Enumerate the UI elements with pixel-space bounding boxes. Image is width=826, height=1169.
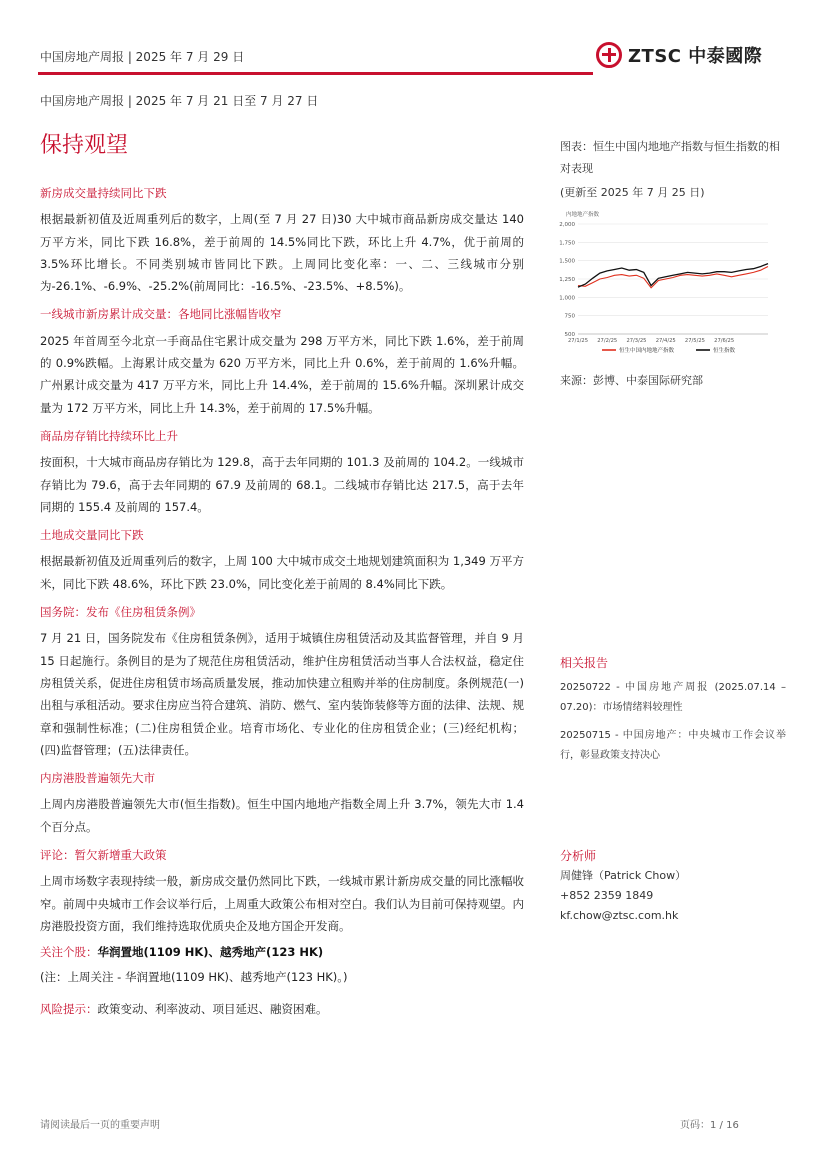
legend-label: 恒生中国内地地产指数: [619, 348, 675, 354]
legend-label: 恒生指数: [713, 348, 736, 354]
risk-label: 风险提示：: [40, 1001, 98, 1016]
x-tick-label: 27/2/25: [597, 338, 618, 344]
x-tick-label: 27/4/25: [655, 338, 676, 344]
section-heading: 一线城市新房累计成交量：各地同比涨幅皆收窄: [40, 307, 282, 322]
x-tick-label: 27/5/25: [684, 338, 705, 344]
relative-performance-chart: [556, 206, 782, 364]
analyst-title: 分析师: [560, 849, 597, 863]
chart-update-date: (更新至 2025 年 7 月 25 日): [560, 186, 705, 199]
y-tick-label: 1,750: [559, 240, 575, 247]
related-reports-title: 相关报告: [560, 656, 609, 670]
section-heading: 国务院：发布《住房租赁条例》: [40, 605, 201, 620]
risk-text: 政策变动、利率波动、项目延迟、融资困难。: [97, 1001, 328, 1016]
page-title: 保持观望: [40, 133, 129, 158]
company-logo: [596, 40, 786, 70]
y-tick-label: 500: [564, 332, 575, 338]
page-number: 页码：1 / 16: [680, 1120, 739, 1131]
focus-stock-names: 华润置地(1109 HK)、越秀地产(123 HK): [97, 945, 324, 960]
section-paragraph: 上周内房港股普遍领先大市(恒生指数)。恒生中国内地地产指数全周上升 3.7%，领先大市 1.4 个百分点。: [40, 797, 524, 834]
analyst-email[interactable]: kf.chow@ztsc.com.hk: [560, 909, 679, 922]
y-tick-label: 1,250: [559, 277, 575, 283]
x-tick-label: 27/3/25: [626, 338, 647, 344]
series-line: [578, 267, 768, 288]
header-title: 中国房地产周报 | 2025 年 7 月 29 日: [40, 50, 245, 64]
section-paragraph: 上周市场数字表现持续一般，新房成交量仍然同比下跌，一线城市累计新房成交量的同比涨幅收窄。前周中央城市工作会议举行后，上周重大政策公布相对空白。我们认为目前可保持观望。内房港股投资方面，我们维持选取优质央企及地方国企开发商。: [40, 874, 524, 933]
section-paragraph: 2025 年首周至今北京一手商品住宅累计成交量为 298 万平方米，同比下跌 1.6%，差于前周的 0.9%跌幅。上海累计成交量为 620 万平方米，同比上升 0.6%，差于前周的 1.6%升幅。广州累计成交量为 417 万平方米，同比上升 14.4%，差于前周的 15.6%升幅。深圳累计成交量为 172 万平方米，同比上升 14.3%，差于前周的 17.5%升幅。: [40, 333, 524, 415]
analyst-name: 周健锋（Patrick Chow）: [560, 869, 687, 882]
focus-label: 关注个股：: [40, 945, 98, 960]
report-body: [40, 182, 524, 1020]
section-paragraph: 根据最新初值及近周重列后的数字，上周(至 7 月 27 日)30 大中城市商品新房成交量达 140 万平方米，同比下跌 16.8%，差于前周的 14.5%同比下跌，环比上升 4.7%，优于前周的 3.5%环比增长。不同类别城市皆同比下跌。上周同比变化率：一、二、三线城市分别为-26.1%、-6.9%、-25.2%(前周同比：-16.5%、-23.5%、+8.5%)。: [40, 212, 524, 294]
y-tick-label: 2,000: [559, 222, 575, 228]
chart-source: 来源：彭博、中泰国际研究部: [560, 374, 703, 387]
section-heading: 内房港股普遍领先大市: [40, 771, 155, 786]
y-axis-label: 内地地产指数: [566, 212, 600, 218]
footer-disclaimer: 请阅读最后一页的重要声明: [40, 1120, 160, 1131]
focus-note: (注：上周关注 - 华润置地(1109 HK)、越秀地产(123 HK)。): [40, 969, 348, 984]
x-tick-label: 27/6/25: [714, 338, 735, 344]
header-divider: [38, 72, 593, 75]
section-heading: 新房成交量持续同比下跌: [40, 186, 167, 200]
logo-text: ZTSC 中泰國際: [628, 46, 763, 67]
related-report-item[interactable]: 20250715 - 中国房地产：中央城市工作会议举行，彰显政策支持决心: [560, 730, 786, 761]
section-heading: 评论：暂欠新增重大政策: [40, 848, 167, 863]
section-paragraph: 根据最新初值及近周重列后的数字，上周 100 大中城市成交土地规划建筑面积为 1,349 万平方米，同比下跌 48.6%，环比下跌 23.0%，同比变化差于前周的 8.4%同比下跌。: [40, 554, 524, 591]
section-paragraph: 按面积，十大城市商品房存销比为 129.8，高于去年同期的 101.3 及前周的 104.2。一线城市存销比为 79.6，高于去年同期的 67.9 及前周的 68.1。二线城市存销比达 217.5，高于去年同期的 155.4 及前周的 157.4。: [40, 455, 524, 514]
analyst-info: [560, 866, 686, 926]
focus-stocks: [40, 941, 524, 963]
chart-caption: 图表：恒生中国内地地产指数与恒生指数的相对表现: [560, 140, 780, 175]
y-tick-label: 1,000: [559, 295, 575, 302]
section-paragraph: 7 月 21 日，国务院发布《住房租赁条例》，适用于城镇住房租赁活动及其监督管理，并自 9 月 15 日起施行。条例目的是为了规范住房租赁活动，维护住房租赁活动当事人合法权益，稳定住房租赁关系，促进住房租赁市场高质量发展，推动加快建立租购并举的住房制度。条例规范(一)出租与承租活动。要求住房应当符合建筑、消防、燃气、室内装饰装修等方面的法律、法规、规章和强制性标准；(二)住房租赁企业。培育市场化、专业化的住房租赁企业；(三)经纪机构；(四)监督管理；(五)法律责任。: [40, 631, 524, 757]
related-reports-list: [560, 678, 786, 774]
y-tick-label: 1,500: [559, 258, 575, 265]
report-period: 中国房地产周报 | 2025 年 7 月 21 日至 7 月 27 日: [40, 94, 319, 108]
y-tick-label: 750: [564, 313, 575, 320]
risk-warning: [40, 998, 524, 1020]
analyst-phone: +852 2359 1849: [560, 889, 654, 902]
section-heading: 土地成交量同比下跌: [40, 528, 144, 543]
x-tick-label: 27/1/25: [568, 338, 588, 344]
related-report-item[interactable]: 20250722 - 中国房地产周报 (2025.07.14 – 07.20)：市场情绪料较理性: [560, 682, 786, 713]
section-heading: 商品房存销比持续环比上升: [40, 428, 178, 443]
logo-mark-icon: [596, 42, 622, 68]
